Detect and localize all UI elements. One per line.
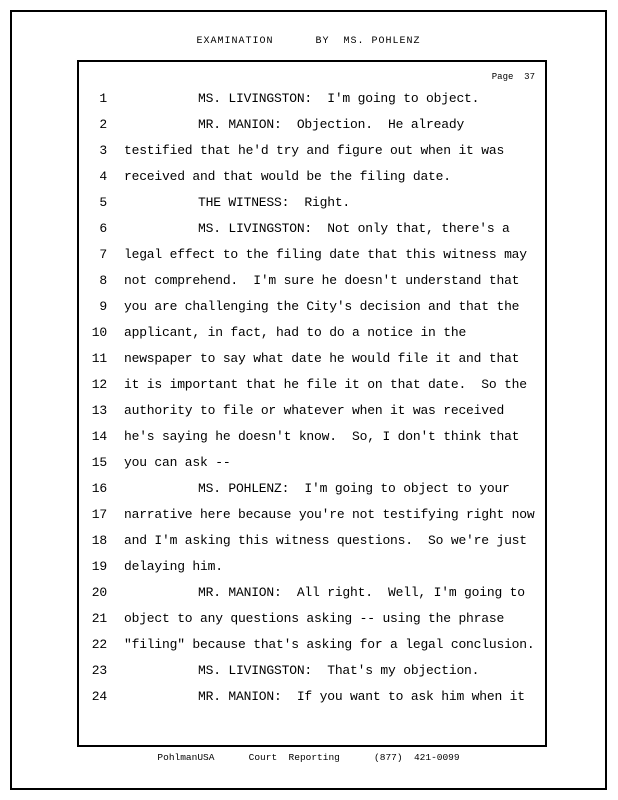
line-text: MS. LIVINGSTON: That's my objection. [198,663,480,678]
examination-header: EXAMINATION BY MS. POHLENZ [196,36,421,47]
transcript-line [79,632,545,658]
line-text: not comprehend. I'm sure he doesn't understand that [124,273,520,288]
line-number: 15 [91,455,107,470]
line-number: 11 [91,351,107,366]
transcript-line [79,268,545,294]
transcript-line [79,320,545,346]
transcript-line [79,398,545,424]
line-number: 19 [91,559,107,574]
page-sheet [10,10,607,790]
line-number: 23 [91,663,107,678]
line-number: 20 [91,585,107,600]
line-text: it is important that he file it on that date. So the [124,377,527,392]
line-text: he's saying he doesn't know. So, I don't think that [124,429,520,444]
line-text: object to any questions asking -- using the phrase [124,611,505,626]
transcript-line [79,580,545,606]
transcript-line [79,294,545,320]
line-number: 10 [91,325,107,340]
line-number: 6 [99,221,107,236]
line-number: 3 [99,143,107,158]
line-number: 22 [91,637,107,652]
line-number: 14 [91,429,107,444]
line-text: MR. MANION: All right. Well, I'm going to [198,585,525,600]
transcript-line [79,138,545,164]
transcript-line [79,606,545,632]
page-number-label: Page 37 [491,72,535,82]
line-text: "filing" because that's asking for a legal conclusion. [124,637,535,652]
transcript-line [79,86,545,112]
transcript-line [79,502,545,528]
line-text: THE WITNESS: Right. [198,195,351,210]
line-number: 2 [99,117,107,132]
line-number: 1 [99,91,107,106]
line-text: authority to file or whatever when it was received [124,403,505,418]
line-number: 18 [91,533,107,548]
line-number: 13 [91,403,107,418]
line-text: newspaper to say what date he would file it and that [124,351,520,366]
transcript-lines [79,86,545,710]
line-number: 16 [91,481,107,496]
line-text: MS. POHLENZ: I'm going to object to your [198,481,510,496]
line-number: 5 [99,195,107,210]
transcript-line [79,424,545,450]
line-number: 7 [99,247,107,262]
transcript-line [79,658,545,684]
line-number: 12 [91,377,107,392]
transcript-line [79,476,545,502]
line-number: 21 [91,611,107,626]
reporting-footer: PohlmanUSA Court Reporting (877) 421-0099 [157,752,460,763]
transcript-line [79,242,545,268]
line-number: 4 [99,169,107,184]
line-number: 17 [91,507,107,522]
line-text: narrative here because you're not testifying right now [124,507,535,522]
line-number: 9 [99,299,107,314]
line-text: you are challenging the City's decision and that the [124,299,520,314]
line-text: you can ask -- [124,455,231,470]
transcript-line [79,554,545,580]
line-text: MS. LIVINGSTON: Not only that, there's a [198,221,510,236]
transcript-line [79,528,545,554]
transcript-line [79,684,545,710]
line-text: legal effect to the filing date that this witness may [124,247,527,262]
transcript-line [79,346,545,372]
transcript-line [79,372,545,398]
line-text: MR. MANION: If you want to ask him when it [198,689,525,704]
transcript-line [79,450,545,476]
transcript-line [79,164,545,190]
line-text: MS. LIVINGSTON: I'm going to object. [198,91,480,106]
transcript-line [79,216,545,242]
line-text: applicant, in fact, had to do a notice in the [124,325,467,340]
line-text: testified that he'd try and figure out when it was [124,143,505,158]
line-text: MR. MANION: Objection. He already [198,117,465,132]
transcript-line [79,190,545,216]
line-text: received and that would be the filing date. [124,169,451,184]
line-text: delaying him. [124,559,223,574]
transcript-box [77,60,547,747]
line-number: 8 [99,273,107,288]
transcript-line [79,112,545,138]
line-text: and I'm asking this witness questions. So we're just [124,533,527,548]
line-number: 24 [91,689,107,704]
